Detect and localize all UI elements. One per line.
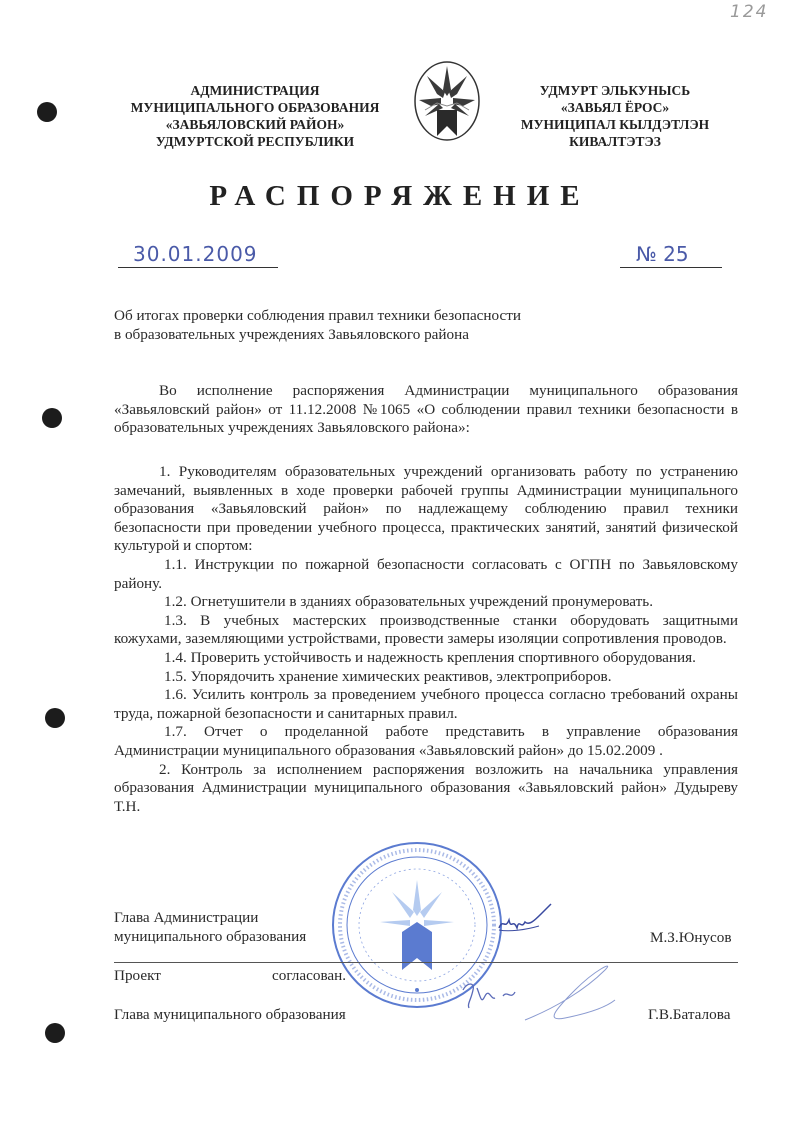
header-left-line: «ЗАВЬЯЛОВСКИЙ РАЙОН» [165, 117, 345, 132]
signer2-name: Г.В.Баталова [648, 1006, 731, 1023]
document-subject [114, 307, 634, 344]
order-item-1-1: 1.1. Инструкции по пожарной безопасности согласовать с ОГПН по Завьяловскому району. [114, 555, 738, 592]
page-number: 124 [730, 2, 769, 22]
subject-line: в образовательных учреждениях Завьяловского района [114, 325, 470, 343]
order-item-1: 1. Руководителям образовательных учреждений организовать работу по устранению замечаний, выявленных в ходе проверки рабочей группы Администрации муниципального образования «Завьяловский район» по надлежащему соблюдению правил техники безопасности при проведении учебного процесса, практических занятий, занятий физической культурой и спортом: [114, 463, 738, 555]
punch-hole [45, 708, 65, 728]
agreed-label: согласован. [272, 967, 347, 984]
preamble [114, 382, 738, 438]
signer1-title-line: Глава Администрации [114, 909, 259, 926]
header-left-line: УДМУРТСКОЙ РЕСПУБЛИКИ [155, 134, 355, 149]
subject-line: Об итогах проверки соблюдения правил техники безопасности [114, 307, 522, 324]
signature-batalova-icon [455, 960, 625, 1030]
preamble-text: Во исполнение распоряжения Администрации муниципального образования «Завьяловский район» от 11.12.2008 №1065 «О соблюдении правил техники безопасности в образовательных учреждениях Завьяловского района»: [114, 382, 738, 437]
punch-hole [37, 102, 57, 122]
header-left-line: МУНИЦИПАЛЬНОГО ОБРАЗОВАНИЯ [130, 100, 380, 115]
order-item-1-3: 1.3. В учебных мастерских производственные станки оборудовать защитными кожухами, заземляющими устройствами, провести замеры изоляции сопротивления проводов. [114, 611, 738, 648]
order-item-1-6: 1.6. Усилить контроль за проведением учебного процесса согласно требований охраны труда, пожарной безопасности и санитарных правил. [114, 686, 738, 722]
header-right-line: УДМУРТ ЭЛЬКУНЫСЬ [539, 83, 691, 98]
signer1-name: М.З.Юнусов [650, 929, 732, 946]
punch-hole [42, 408, 62, 428]
signer1-title-line: муниципального образования [114, 928, 307, 945]
header-right-line: «ЗАВЬЯЛ ЁРОС» [560, 100, 670, 115]
order-item-1-4: 1.4. Проверить устойчивость и надежность крепления спортивного оборудования. [164, 648, 696, 666]
order-items [114, 463, 738, 816]
coat-of-arms-emblem-icon [413, 60, 481, 142]
project-label: Проект [114, 967, 161, 984]
header-right-line: КИВАЛТЭТЭЗ [569, 134, 661, 149]
divider-line [114, 962, 738, 963]
header-left-block [120, 82, 390, 150]
signer1-title [114, 908, 306, 946]
document-type-title: РАСПОРЯЖЕНИЕ [209, 180, 591, 212]
document-date: 30.01.2009 [133, 242, 258, 266]
number-underline [620, 267, 722, 268]
header-right-line: МУНИЦИПАЛ КЫЛДЭТЛЭН [520, 117, 710, 132]
punch-hole [45, 1023, 65, 1043]
order-item-1-2: 1.2. Огнетушители в зданиях образовательных учреждений пронумеровать. [164, 593, 654, 611]
signer2-title: Глава муниципального образования [114, 1006, 346, 1023]
order-item-1-5: 1.5. Упорядочить хранение химических реактивов, электроприборов. [164, 667, 612, 685]
header-right-block [490, 82, 740, 150]
document-number: № 25 [636, 242, 689, 266]
order-item-1-7: 1.7. Отчет о проделанной работе представить в управление образования Администрации муниципального образования «Завьяловский район» до 15.02.2009 . [114, 723, 738, 759]
header-left-line: АДМИНИСТРАЦИЯ [190, 83, 320, 98]
date-underline [118, 267, 278, 268]
order-item-2: 2. Контроль за исполнением распоряжения возложить на начальника управления образования Администрации муниципального образования «Завьяловский район» Дудыреву Т.Н. [114, 760, 738, 815]
signature-yunusov-icon [495, 900, 555, 940]
